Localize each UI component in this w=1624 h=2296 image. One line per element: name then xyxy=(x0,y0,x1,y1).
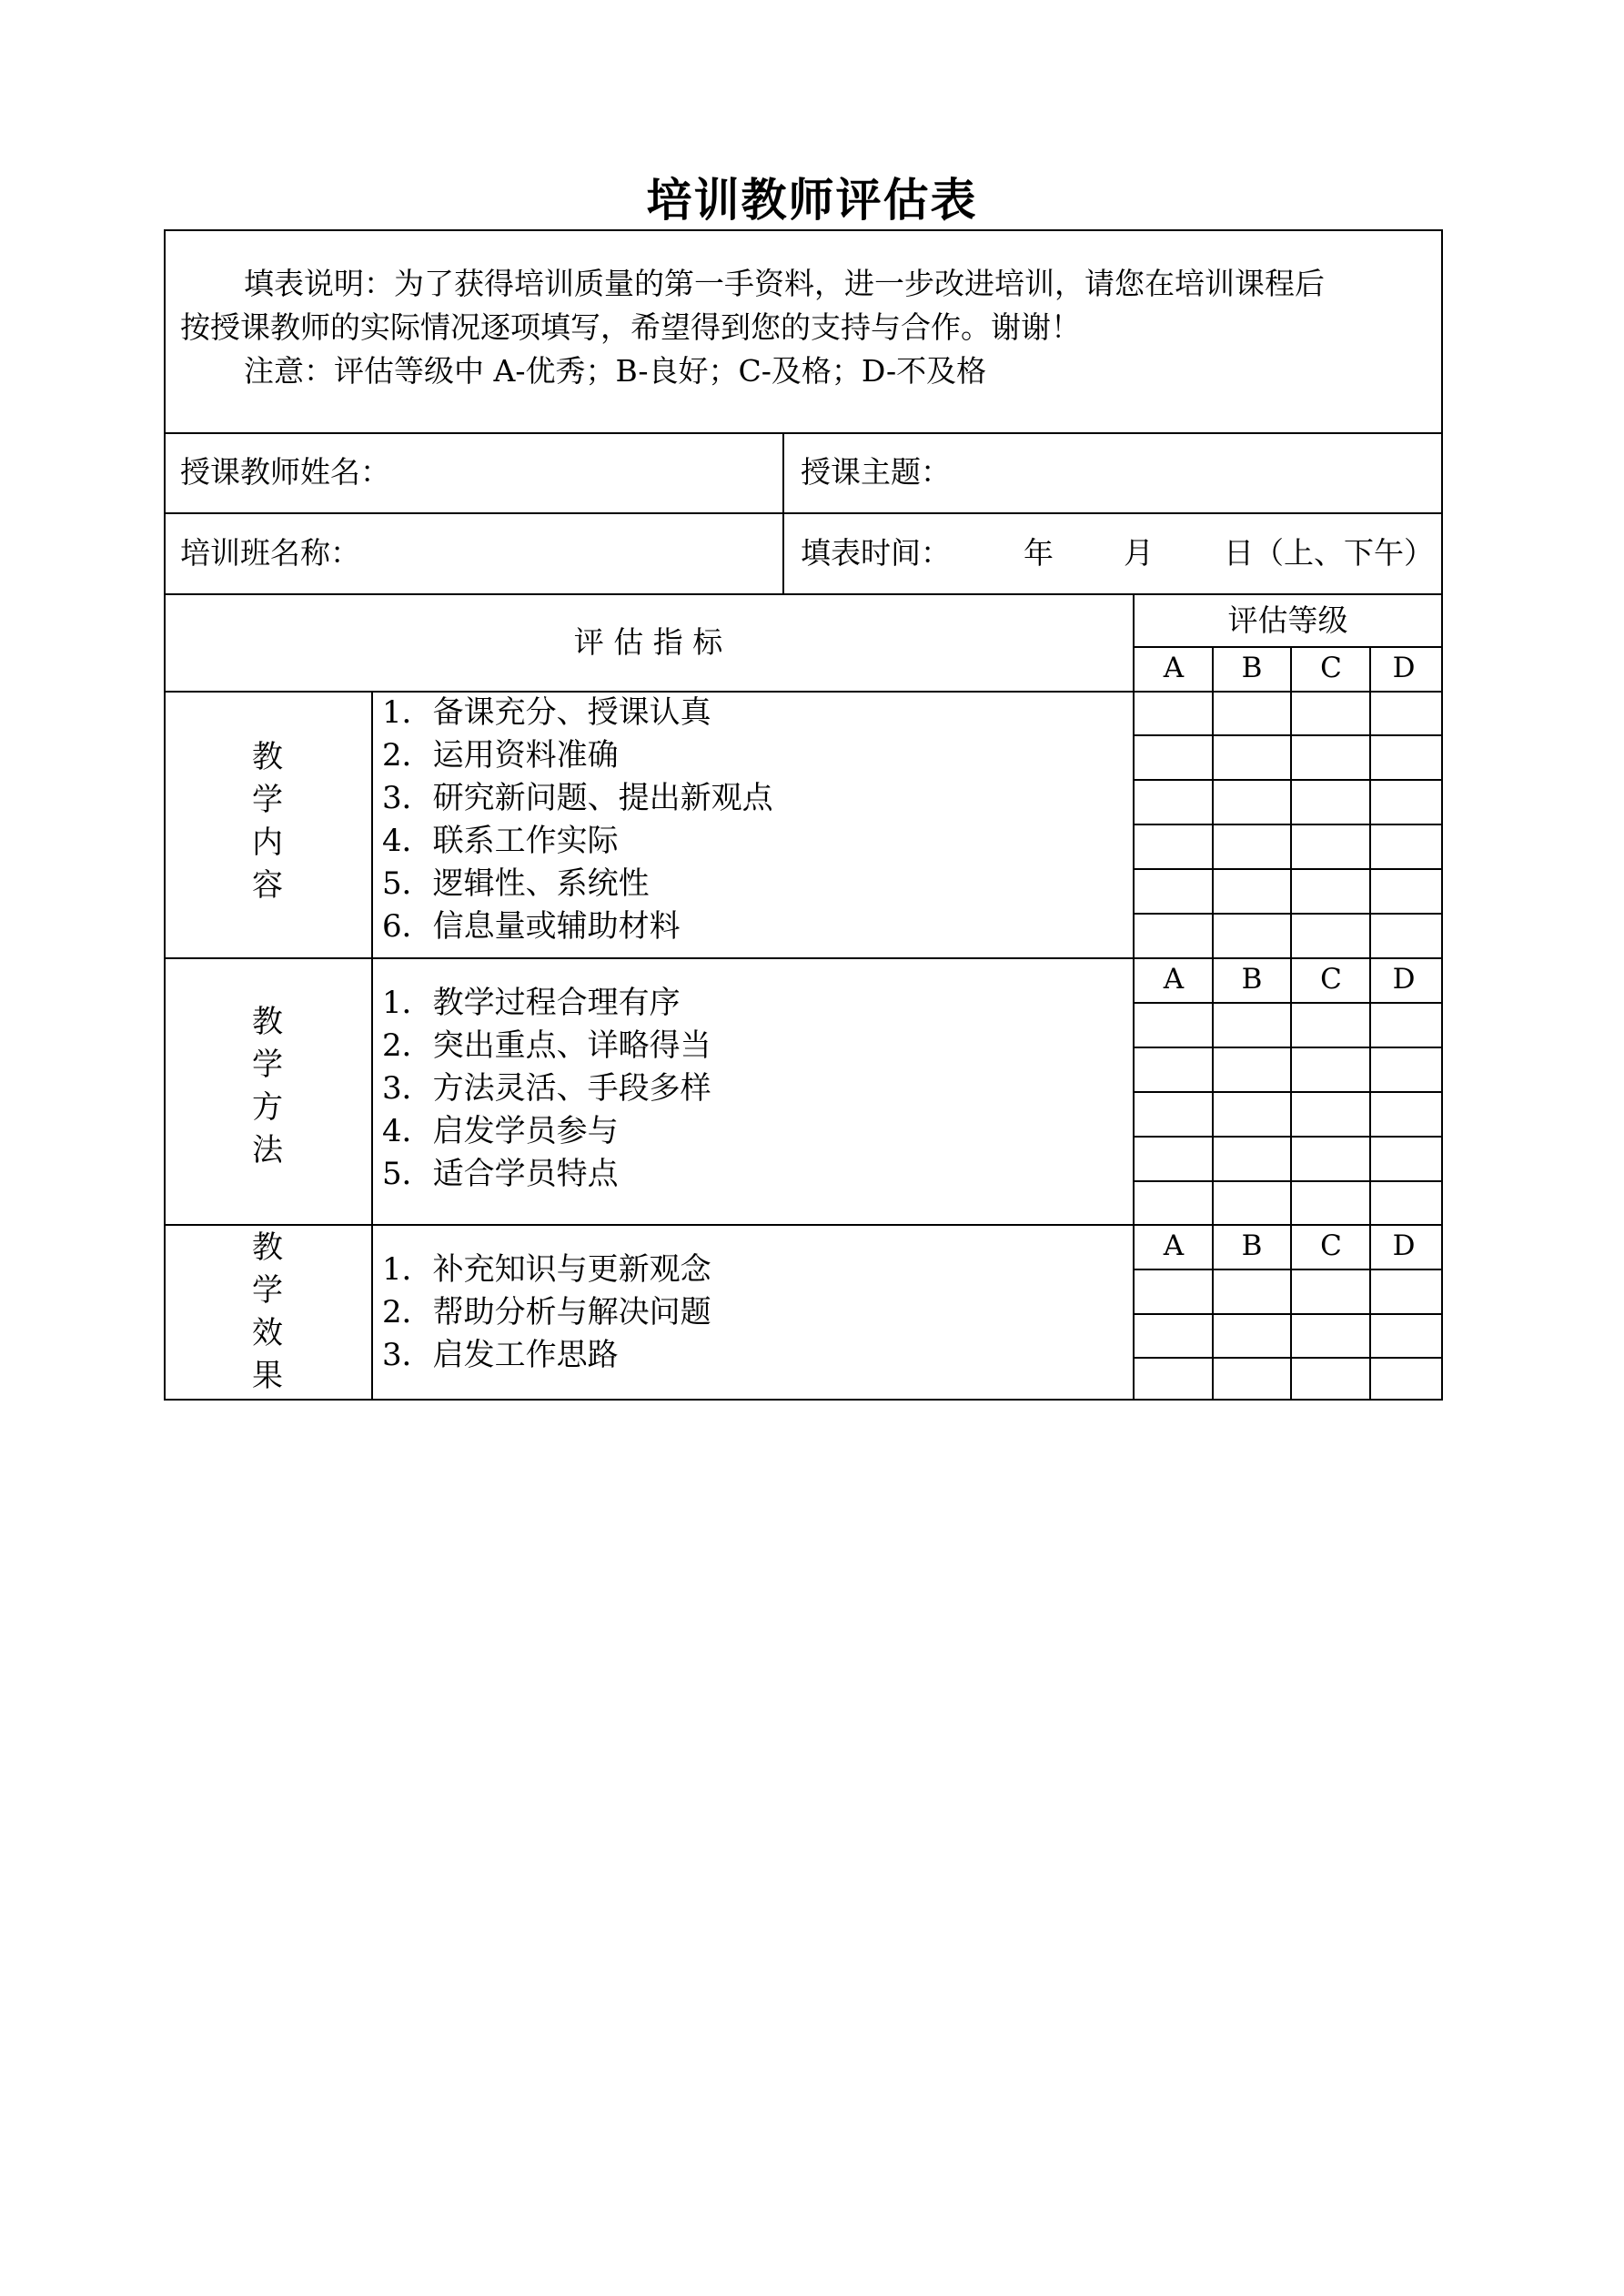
item-effect-2: 2．帮助分析与解决问题 xyxy=(382,1294,711,1330)
indicators-header: 评 估 指 标 xyxy=(573,624,723,660)
border-top xyxy=(164,229,1443,231)
grade-row-line xyxy=(1133,1269,1443,1270)
grade-row-line xyxy=(1133,1180,1443,1182)
item-method-4: 4．启发学员参与 xyxy=(382,1113,619,1149)
grade-b: B xyxy=(1241,1229,1263,1262)
teacher-name-label: 授课教师姓名： xyxy=(180,454,390,490)
fill-time-year: 年 xyxy=(1024,535,1054,571)
grade-a: A xyxy=(1163,963,1185,996)
item-content-5: 5．逻辑性、系统性 xyxy=(382,865,650,902)
item-content-2: 2．运用资料准确 xyxy=(382,737,619,774)
divider-info-2 xyxy=(164,593,1443,595)
divider-info-1 xyxy=(164,512,1443,514)
grade-a: A xyxy=(1163,652,1185,684)
grade-b: B xyxy=(1241,652,1263,684)
item-effect-3: 3．启发工作思路 xyxy=(382,1337,619,1373)
divider-category xyxy=(371,691,373,1401)
fill-time-month: 月 xyxy=(1124,535,1154,571)
category-content: 教 学 内 容 xyxy=(252,739,283,904)
grade-row-line xyxy=(1133,779,1443,781)
instructions-note: 注意：评估等级中 A-优秀；B-良好；C-及格；D-不及格 xyxy=(244,353,987,389)
item-method-1: 1．教学过程合理有序 xyxy=(382,985,681,1021)
item-content-6: 6．信息量或辅助材料 xyxy=(382,908,681,945)
item-method-3: 3．方法灵活、手段多样 xyxy=(382,1070,711,1107)
class-name-label: 培训班名称： xyxy=(180,535,360,571)
evaluation-form xyxy=(164,229,1443,1401)
grade-c: C xyxy=(1320,1229,1342,1262)
item-effect-1: 1．补充知识与更新观念 xyxy=(382,1251,711,1288)
grade-row-line xyxy=(1133,868,1443,870)
grade-d: D xyxy=(1392,652,1416,684)
grade-d: D xyxy=(1392,963,1416,996)
item-content-3: 3．研究新问题、提出新观点 xyxy=(382,780,773,816)
instructions-line-1: 填表说明：为了获得培训质量的第一手资料，进一步改进培训，请您在培训课程后 xyxy=(244,266,1325,301)
grade-row-line xyxy=(1133,824,1443,825)
fill-time-label: 填表时间： xyxy=(801,535,951,571)
item-content-4: 4．联系工作实际 xyxy=(382,823,619,859)
grade-a: A xyxy=(1163,1229,1185,1262)
divider-info-vertical xyxy=(782,432,784,594)
divider-grade-ab xyxy=(1212,646,1214,1401)
category-method: 教 学 方 法 xyxy=(252,1004,283,1168)
item-content-1: 1．备课充分、授课认真 xyxy=(382,694,711,731)
divider-instructions xyxy=(164,432,1443,434)
grade-row-line xyxy=(1133,1313,1443,1315)
border-bottom xyxy=(164,1399,1443,1401)
grade-row-line xyxy=(1133,913,1443,915)
divider-section-2 xyxy=(164,1224,1443,1226)
divider-section-1 xyxy=(164,957,1443,959)
divider-grade-header xyxy=(1133,646,1443,648)
divider-header xyxy=(164,691,1443,693)
divider-grade-bc xyxy=(1290,646,1292,1401)
grade-row-line xyxy=(1133,1002,1443,1004)
grade-c: C xyxy=(1320,652,1342,684)
fill-time-day: 日（上、下午） xyxy=(1224,535,1434,571)
divider-grade-cd xyxy=(1369,646,1371,1401)
grade-b: B xyxy=(1241,963,1263,996)
category-effect: 教 学 效 果 xyxy=(252,1229,283,1394)
grade-row-line xyxy=(1133,734,1443,736)
instructions-line-2: 按授课教师的实际情况逐项填写，希望得到您的支持与合作。谢谢！ xyxy=(180,309,1081,345)
grade-row-line xyxy=(1133,1136,1443,1138)
grade-c: C xyxy=(1320,963,1342,996)
item-method-5: 5．适合学员特点 xyxy=(382,1156,619,1192)
topic-label: 授课主题： xyxy=(801,454,951,490)
page-title: 培训教师评估表 xyxy=(646,173,978,227)
grade-row-line xyxy=(1133,1357,1443,1359)
grade-row-line xyxy=(1133,1047,1443,1048)
grade-header: 评估等级 xyxy=(1227,602,1348,638)
item-method-2: 2．突出重点、详略得当 xyxy=(382,1027,711,1064)
grade-row-line xyxy=(1133,1091,1443,1093)
grade-d: D xyxy=(1392,1229,1416,1262)
